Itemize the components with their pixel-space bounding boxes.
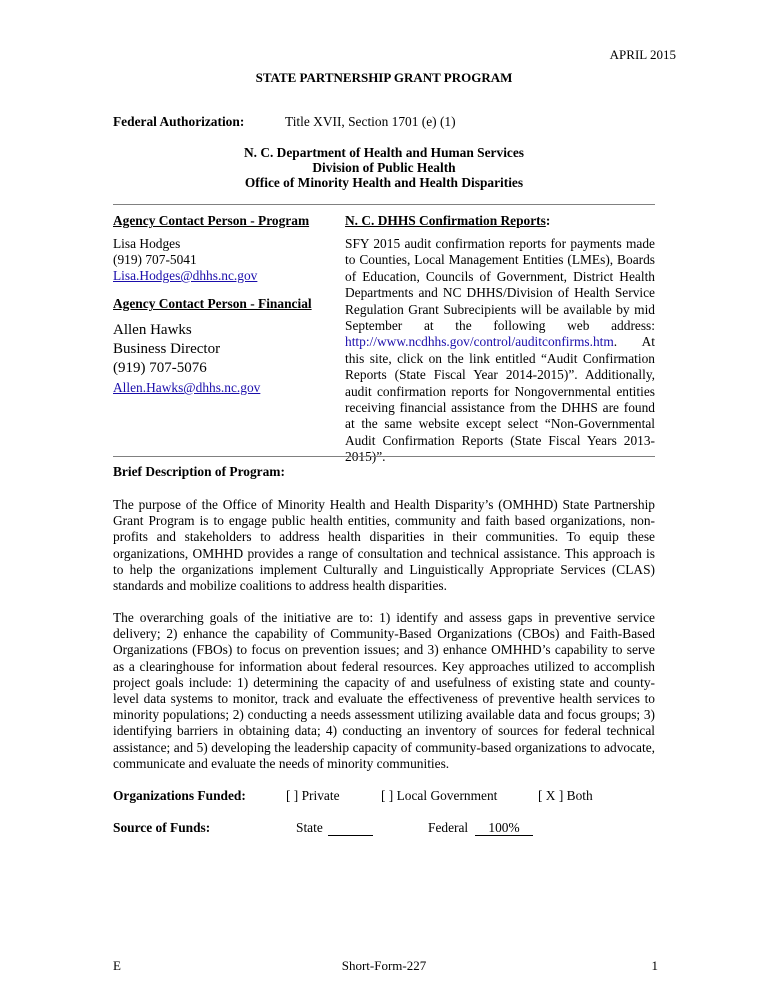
state-funds-label: State xyxy=(296,820,323,835)
division-name: Division of Public Health xyxy=(312,160,456,175)
federal-funds-label: Federal xyxy=(428,820,469,835)
department-name: N. C. Department of Health and Human Services xyxy=(243,145,525,160)
financial-contact-block xyxy=(113,321,260,397)
program-contact-heading: Agency Contact Person - Program xyxy=(113,213,310,228)
confirmation-text xyxy=(345,236,655,466)
organization-block xyxy=(0,145,768,190)
program-contact-phone: (919) 707-5041 xyxy=(113,252,197,267)
federal-funds-value: 100% xyxy=(475,820,533,836)
page-number: 1 xyxy=(651,958,658,973)
description-paragraph-2: The overarching goals of the initiative are to: 1) identify and assess gaps in preventive service delivery; 2) enhance the capability of Community-Based Organizations (CBOs) and Faith-Based Organizations (FBOs) to focus on prevention issues; and 3) enhance OMHHD’s capability to serve as a clearinghouse for information about federal resources. Key approaches utilized to accomplish project goals include: 1) determining the capacity of and usefulness of existing state and county-level data systems to monitor, track and evaluate the effectiveness of preventive health services to minority populations; 2) conducting a needs assessment utilizing available data and focus groups; 3) identifying barriers in obtaining data; 4) conducting an inventory of sources for federal technical assistance; and 5) developing the leadership capacity of community-based organizations to advocate, communicate and evaluate the needs of minority communities. xyxy=(113,610,655,771)
financial-contact-name: Allen Hawks xyxy=(113,322,192,338)
page-title: STATE PARTNERSHIP GRANT PROGRAM xyxy=(255,70,513,85)
federal-authorization-label: Federal Authorization: xyxy=(113,114,245,129)
financial-contact-email-link[interactable]: Allen.Hawks@dhhs.nc.gov xyxy=(113,380,261,395)
middle-divider xyxy=(113,456,655,457)
description-paragraph-1: The purpose of the Office of Minority Health and Health Disparity’s (OMHHD) State Partnership Grant Program is to engage public health entities, community and faith based organizations, non-profits and stakeholders to address health disparities in their communities. To equip these organizations, OMHHD provides a range of consultation and technical assistance. This approach is to help the organizations implement Culturally and Linguistically Appropriate Services (CLAS) standards and mobilize coalitions to address health disparities. xyxy=(113,497,655,594)
state-funds-blank xyxy=(328,820,373,836)
option-local-government: [ ] Local Government xyxy=(381,788,498,803)
organizations-funded-label: Organizations Funded: xyxy=(113,788,246,803)
footer-form-number: Short-Form-227 xyxy=(341,958,427,973)
option-private: [ ] Private xyxy=(286,788,340,803)
program-contact-block xyxy=(113,236,323,284)
program-contact-email-link[interactable]: Lisa.Hodges@dhhs.nc.gov xyxy=(113,268,258,283)
confirmation-heading: N. C. DHHS Confirmation Reports xyxy=(345,213,546,228)
confirmation-text-after: . At this site, click on the link entitled “Audit Confirmation Reports (State Fiscal Year 2014-2015)”. Additionally, audit confirmation reports for Nongovernmental entities receiving financial assistance from the DHHS are found at the same website except select “Non-Governmental Audit Confirmation Reports (State Fiscal Years 2013-2015)”. xyxy=(345,334,655,465)
office-name: Office of Minority Health and Health Disparities xyxy=(244,175,524,190)
description-heading: Brief Description of Program: xyxy=(113,464,285,479)
source-of-funds-label: Source of Funds: xyxy=(113,820,211,835)
report-date: APRIL 2015 xyxy=(609,47,676,62)
footer-left: E xyxy=(113,958,121,973)
financial-contact-phone: (919) 707-5076 xyxy=(113,360,207,376)
top-divider xyxy=(113,204,655,205)
federal-authorization-value: Title XVII, Section 1701 (e) (1) xyxy=(285,114,456,129)
confirmation-text-before: SFY 2015 audit confirmation reports for payments made to Counties, Local Management Entities (LMEs), Boards of Education, Councils of Government, District Health Departments and NC DHHS/Division of Health Service Regulation Grant Subrecipients will be available by mid September at the following web address: xyxy=(345,236,655,334)
program-contact-name: Lisa Hodges xyxy=(113,236,181,251)
confirmation-heading-colon: : xyxy=(545,213,551,228)
audit-confirms-link[interactable]: http://www.ncdhhs.gov/control/auditconfirms.htm xyxy=(345,334,614,350)
financial-contact-title: Business Director xyxy=(113,341,221,357)
financial-contact-heading: Agency Contact Person - Financial xyxy=(113,296,312,311)
option-both: [ X ] Both xyxy=(538,788,593,803)
confirmation-heading-row xyxy=(345,213,655,229)
